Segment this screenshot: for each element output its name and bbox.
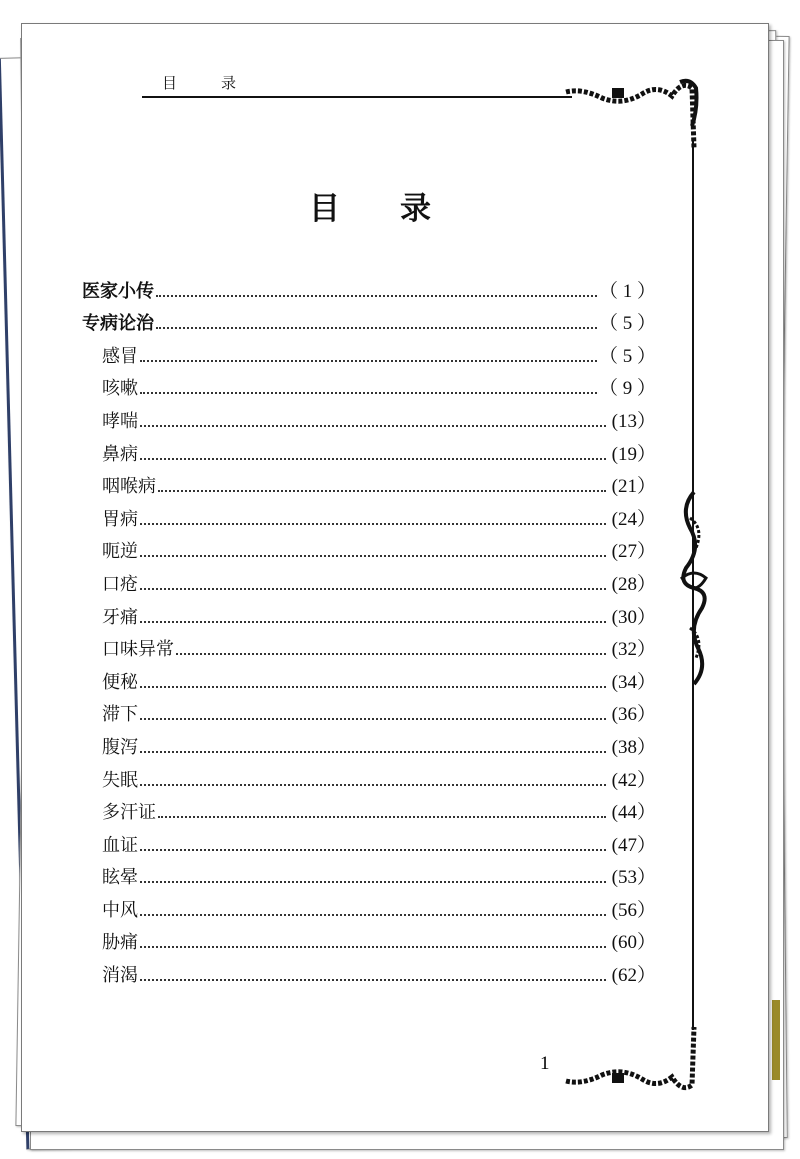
dot-leader bbox=[156, 295, 597, 297]
toc-entry[interactable] bbox=[82, 531, 656, 564]
dot-leader bbox=[140, 425, 606, 427]
toc-entry-page: (44） bbox=[611, 802, 656, 824]
toc-entry[interactable] bbox=[82, 400, 656, 433]
toc-entry-page: （ 5 ） bbox=[598, 345, 656, 367]
corner-ornament-icon bbox=[562, 1025, 704, 1097]
toc-entry-page: (30） bbox=[611, 606, 656, 628]
toc-entry-page: (56） bbox=[611, 899, 656, 921]
toc-entry-label: 消渴 bbox=[102, 965, 138, 987]
dot-leader bbox=[140, 555, 606, 557]
dot-leader bbox=[140, 458, 606, 460]
dot-leader bbox=[140, 849, 606, 851]
toc-entry-page: (38） bbox=[611, 736, 656, 758]
dot-leader bbox=[140, 718, 606, 720]
toc-entry-label: 咽喉病 bbox=[102, 476, 156, 498]
dot-leader bbox=[140, 360, 597, 362]
toc-entry-label: 胁痛 bbox=[102, 932, 138, 954]
toc-entry-label: 医家小传 bbox=[82, 280, 154, 302]
toc-entry-page: (60） bbox=[611, 932, 656, 954]
toc-entry-label: 胃病 bbox=[102, 508, 138, 530]
toc-entry-label: 咳嗽 bbox=[102, 378, 138, 400]
corner-ornament-icon bbox=[562, 78, 704, 150]
dot-leader bbox=[140, 751, 606, 753]
dot-leader bbox=[156, 327, 597, 329]
toc-entry[interactable] bbox=[82, 596, 656, 629]
toc-entry[interactable] bbox=[82, 792, 656, 825]
dot-leader bbox=[140, 523, 606, 525]
toc-entry[interactable] bbox=[82, 824, 656, 857]
toc-entry-page: (32） bbox=[611, 639, 656, 661]
toc-entry-page: (28） bbox=[611, 573, 656, 595]
toc-entry-page: (36） bbox=[611, 704, 656, 726]
toc-entry-label: 血证 bbox=[102, 834, 138, 856]
dot-leader bbox=[140, 621, 606, 623]
toc-entry[interactable] bbox=[82, 694, 656, 727]
toc-entry-page: (62） bbox=[611, 965, 656, 987]
dot-leader bbox=[140, 914, 606, 916]
toc-entry[interactable] bbox=[82, 368, 656, 401]
toc-entry-page: (47） bbox=[611, 834, 656, 856]
toc-entry-label: 失眠 bbox=[102, 769, 138, 791]
dot-leader bbox=[140, 784, 606, 786]
side-ornament-icon bbox=[676, 488, 712, 688]
toc-entry[interactable] bbox=[82, 661, 656, 694]
dot-leader bbox=[158, 490, 606, 492]
toc-entry-page: (21） bbox=[611, 476, 656, 498]
toc-entry-page: （ 5 ） bbox=[598, 313, 656, 335]
toc-entry[interactable] bbox=[82, 857, 656, 890]
dot-leader bbox=[140, 392, 597, 394]
toc-entry-label: 哮喘 bbox=[102, 410, 138, 432]
toc-entry[interactable] bbox=[82, 498, 656, 531]
toc-entry-label: 便秘 bbox=[102, 671, 138, 693]
toc-entry-page: (19） bbox=[611, 443, 656, 465]
toc-entry-label: 鼻病 bbox=[102, 443, 138, 465]
toc-entry[interactable] bbox=[82, 270, 656, 303]
dot-leader bbox=[140, 946, 606, 948]
page-title: 目录 bbox=[309, 191, 491, 227]
toc-entry-page: （ 9 ） bbox=[598, 378, 656, 400]
toc-entry-page: (42） bbox=[611, 769, 656, 791]
toc-entry[interactable] bbox=[82, 466, 656, 499]
toc-entry-label: 感冒 bbox=[102, 345, 138, 367]
toc-entry[interactable] bbox=[82, 726, 656, 759]
toc-entry-label: 腹泻 bbox=[102, 736, 138, 758]
dot-leader bbox=[140, 881, 606, 883]
toc-entry-page: (34） bbox=[611, 671, 656, 693]
toc-entry[interactable] bbox=[82, 303, 656, 336]
toc-entry[interactable] bbox=[82, 433, 656, 466]
toc-entry-page: (13） bbox=[611, 410, 656, 432]
dot-leader bbox=[176, 653, 606, 655]
toc-entry-label: 专病论治 bbox=[82, 313, 154, 335]
running-header: 目录 bbox=[162, 74, 281, 92]
toc-entry[interactable] bbox=[82, 759, 656, 792]
dot-leader bbox=[158, 816, 606, 818]
toc-entry[interactable] bbox=[82, 954, 656, 987]
toc-entry[interactable] bbox=[82, 629, 656, 662]
toc-entry-page: (24） bbox=[611, 508, 656, 530]
dot-leader bbox=[140, 979, 606, 981]
toc-entry[interactable] bbox=[82, 335, 656, 368]
toc-entry[interactable] bbox=[82, 922, 656, 955]
toc-entry[interactable] bbox=[82, 889, 656, 922]
toc-entry-label: 滞下 bbox=[102, 704, 138, 726]
page-number: 1 bbox=[540, 1053, 550, 1074]
toc-entry-label: 口味异常 bbox=[102, 639, 174, 661]
toc-entry-page: (53） bbox=[611, 867, 656, 889]
dot-leader bbox=[140, 588, 606, 590]
header-rule bbox=[142, 96, 572, 98]
table-of-contents bbox=[82, 270, 656, 987]
toc-entry-label: 中风 bbox=[102, 899, 138, 921]
toc-entry[interactable] bbox=[82, 563, 656, 596]
toc-entry-label: 呃逆 bbox=[102, 541, 138, 563]
toc-entry-label: 眩晕 bbox=[102, 867, 138, 889]
toc-entry-page: （ 1 ） bbox=[598, 280, 656, 302]
toc-entry-label: 多汗证 bbox=[102, 802, 156, 824]
toc-entry-page: (27） bbox=[611, 541, 656, 563]
book-edge bbox=[772, 1000, 780, 1080]
toc-entry-label: 口疮 bbox=[102, 573, 138, 595]
dot-leader bbox=[140, 686, 606, 688]
toc-entry-label: 牙痛 bbox=[102, 606, 138, 628]
